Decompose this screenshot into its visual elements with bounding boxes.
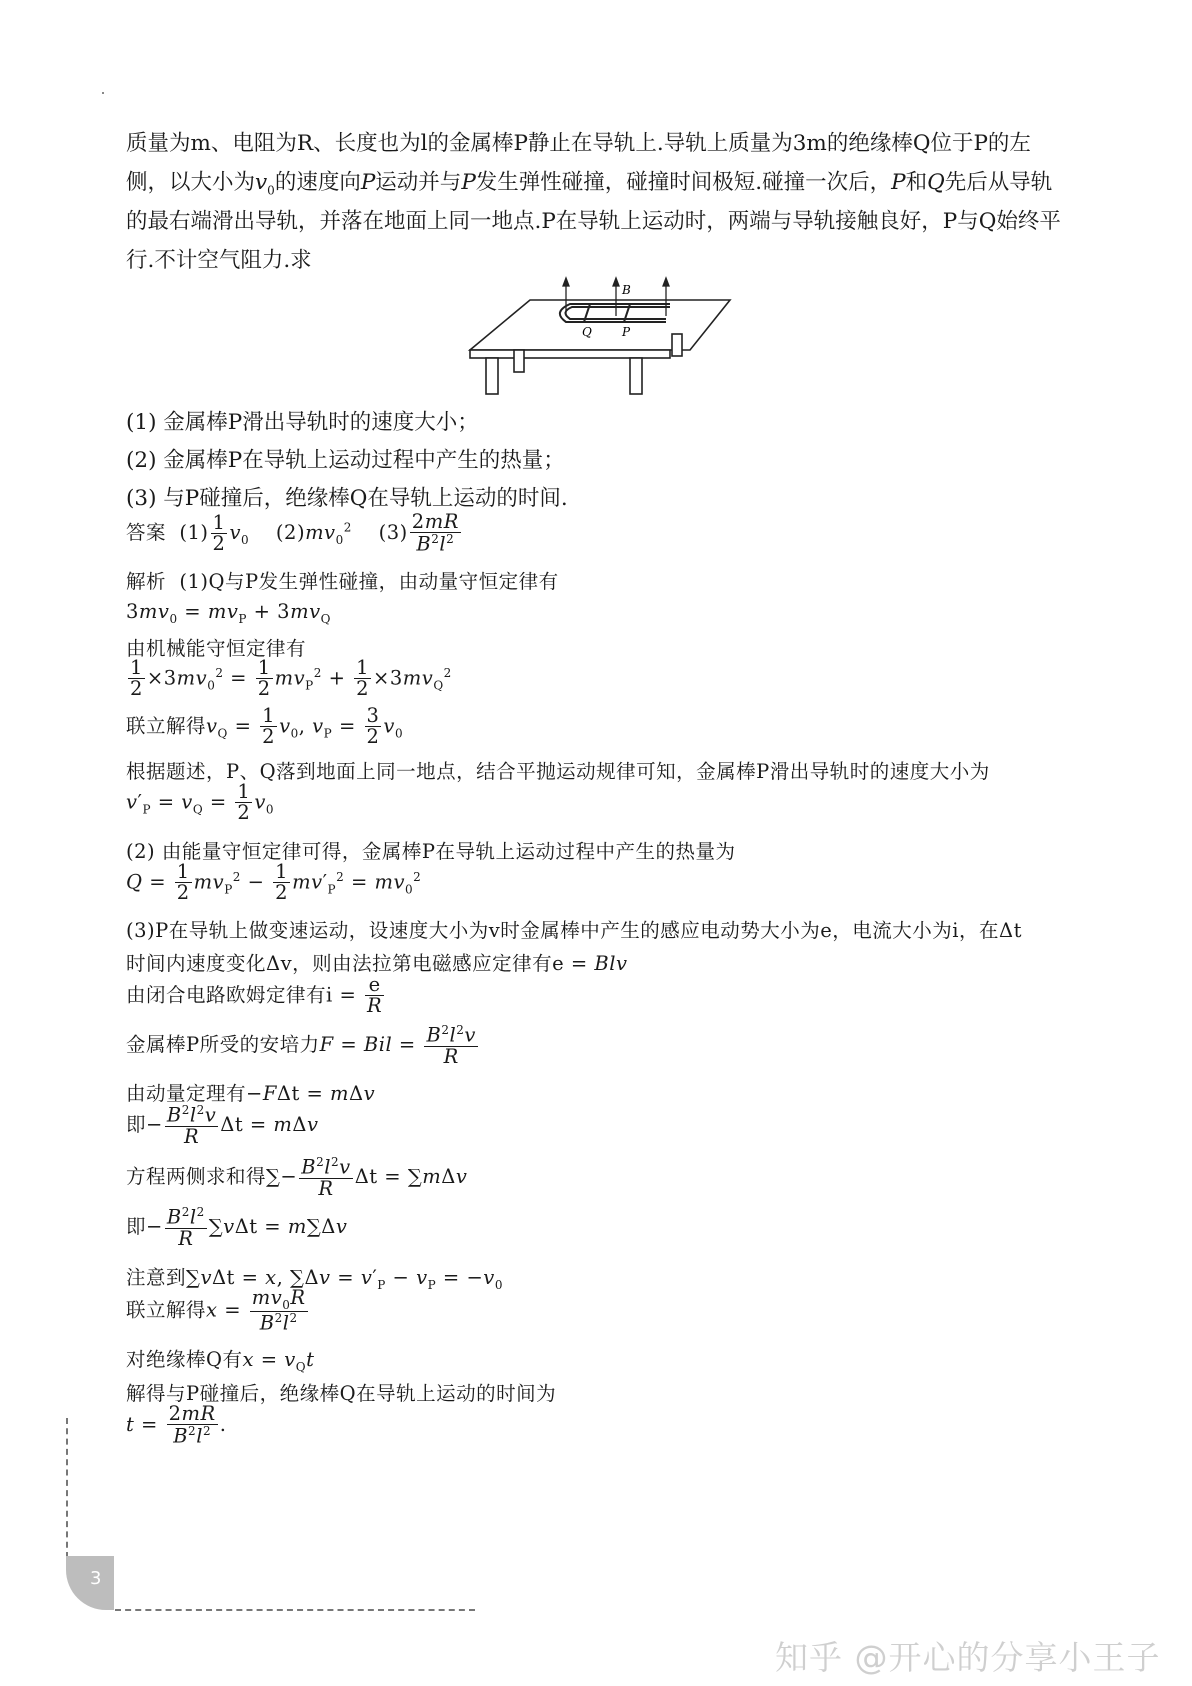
- page-number: 3: [90, 1568, 102, 1589]
- solution-line-1: 解析 (1)Q与P发生弹性碰撞，由动量守恒定律有: [126, 570, 559, 593]
- table-leg-front-left: [486, 358, 498, 394]
- label-q: Q: [582, 325, 592, 339]
- eq-note: 注意到∑vΔt = x, $\sum\Delta v = v'_P - v_P = -v_0$: [126, 1266, 503, 1292]
- eq-impulse-expanded: 即− $\frac{B^2l^2v}{R}$ Δt = mΔv: [126, 1103, 319, 1148]
- eq-ampere-force: 金属棒P所受的安培力F = Bil = $\frac{B^2l^2v}{R}$: [126, 1023, 476, 1068]
- table-leg-back-right: [672, 334, 682, 356]
- solution-line-17: 解得与P碰撞后，绝缘棒Q在导轨上运动的时间为: [126, 1382, 557, 1405]
- eq-sum: 方程两侧求和得∑− $\frac{B^2l^2v}{R}$ Δt = ∑mΔv: [126, 1155, 468, 1200]
- eq-solve-1: 联立解得$v_Q$ = $\frac{1}{2}$ $v_0$, $v_P$ = $\frac{3}{2}$ $v_0$: [126, 704, 404, 749]
- eq-vp-prime: $v'_P = v_Q$ = $\frac{1}{2}$ $v_0$: [126, 780, 275, 825]
- question-3: (3) 与P碰撞后，绝缘棒Q在导轨上运动的时间.: [126, 486, 568, 511]
- page-dashed-border-horizontal: [115, 1609, 475, 1611]
- eq-impulse: 由动量定理有−FΔt = mΔv: [126, 1082, 376, 1105]
- label-p: P: [622, 325, 631, 339]
- table-edge: [470, 350, 670, 358]
- solution-line-7: 时间内速度变化Δv，则由法拉第电磁感应定律有e = Blv: [126, 952, 628, 975]
- answer-line: 答案 (1) $\frac{1}{2}$ $v_0$ $(2)mv_0^2$ (3) $\frac{2mR}{B^2l^2}$: [126, 510, 459, 556]
- eq-time: t = $\frac{2mR}{B^2l^2}$ .: [126, 1402, 227, 1448]
- question-1: (1) 金属棒P滑出导轨时的速度大小；: [126, 410, 479, 435]
- solution-line-2: 由机械能守恒定律有: [126, 637, 307, 660]
- solution-line-5: (2) 由能量守恒定律可得，金属棒P在导轨上运动过程中产生的热量为: [126, 840, 736, 863]
- table-leg-front-right: [630, 358, 642, 394]
- table-rail-figure: [470, 283, 710, 398]
- eq-q-motion: 对绝缘棒Q有$x = v_Qt$: [126, 1348, 315, 1374]
- table-leg-back-left: [514, 350, 524, 372]
- stray-dot: [102, 92, 104, 94]
- problem-line-3: 的最右端滑出导轨，并落在地面上同一地点.P在导轨上运动时，两端与导轨接触良好，P与Q始终平: [126, 209, 1061, 234]
- eq-x: 联立解得x = $\frac{mv_0R}{B^2l^2}$: [126, 1286, 306, 1335]
- rail-inner: [565, 307, 670, 319]
- label-b: B: [622, 283, 631, 297]
- problem-line-2: 侧，以大小为$v_0$的速度向P运动并与P发生弹性碰撞，碰撞时间极短.碰撞一次后，P和Q先后从导轨: [126, 170, 1053, 198]
- eq-energy: $\frac{1}{2}$ $\times 3mv_0^2$ = $\frac{1}{2}$ $mv_P^2$ + $\frac{1}{2}$ $\times 3mv_Q^2$: [130, 656, 452, 701]
- page-dashed-border-vertical: [66, 1418, 68, 1558]
- problem-line-4: 行.不计空气阻力.求: [126, 248, 312, 273]
- solution-line-4: 根据题述，P、Q落到地面上同一地点，结合平抛运动规律可知，金属棒P滑出导轨时的速度大小为: [126, 760, 990, 783]
- problem-line-1: 质量为m、电阻为R、长度也为l的金属棒P静止在导轨上.导轨上质量为3m的绝缘棒Q位于P的左: [126, 131, 1031, 156]
- question-2: (2) 金属棒P在导轨上运动过程中产生的热量；: [126, 448, 565, 473]
- eq-momentum: $3mv_0 = mv_P + 3mv_Q$: [126, 600, 331, 626]
- eq-ohm: 由闭合电路欧姆定律有i = $\frac{e}{R}$: [126, 973, 383, 1018]
- eq-heat: Q = $\frac{1}{2}$ $mv_P^2$ − $\frac{1}{2}$ $mv'_P^2 = mv_0^2$: [126, 860, 422, 905]
- solution-line-6: (3)P在导轨上做变速运动，设速度大小为v时金属棒中产生的感应电动势大小为e，电流大小为i，在Δt: [126, 919, 1022, 942]
- watermark: 知乎 @开心的分享小王子: [775, 1638, 1161, 1677]
- eq-sum-2: 即− $\frac{B^2l^2}{R}$ ∑vΔt = m∑Δv: [126, 1205, 348, 1250]
